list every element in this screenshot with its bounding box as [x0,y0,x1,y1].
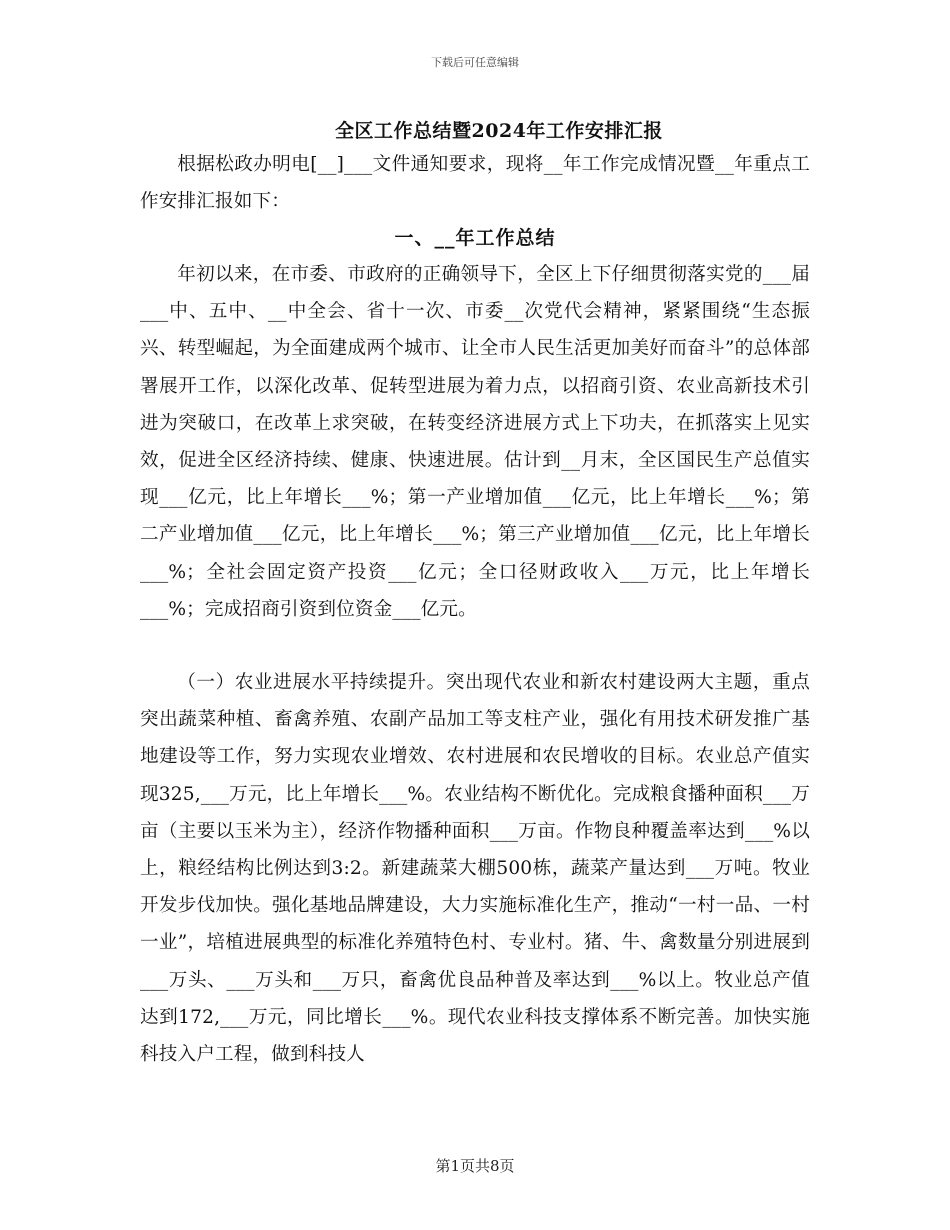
document-title: 全区工作总结暨2024年工作安排汇报 [335,120,663,142]
section-heading: 一、__年工作总结 [394,227,556,249]
header-note: 下载后可任意编辑 [431,56,519,69]
page-number-footer: 第1页共8页 [435,1157,515,1175]
agriculture-paragraph: （一）农业进展水平持续提升。突出现代农业和新农村建设两大主题，重点突出蔬菜种植、畜禽养殖、农副产品加工等支柱产业，强化有用技术研发推广基地建设等工作，努力实现农业增效、农村进展和农民增收的目标。农业总产值实现325,___万元，比上年增长___%。农业结构不断优化。完成粮食播种面积___万亩（主要以玉米为主），经济作物播种面积___万亩。作物良种覆盖率达到___%以上，粮经结构比例达到3:2。新建蔬菜大棚500栋，蔬菜产量达到___万吨。牧业开发步伐加快。强化基地品牌建设，大力实施标准化生产，推动“一村一品、一村一业”，培植进展典型的标准化养殖特色村、专业村。猪、牛、禽数量分别进展到___万头、___万头和___万只，畜禽优良品种普及率达到___%以上。牧业总产值达到172,___万元，同比增长___%。现代农业科技支撑体系不断完善。加快实施科技入户工程，做到科技人 [140,672,810,1066]
intro-paragraph: 根据松政办明电[__]___文件通知要求，现将__年工作完成情况暨__年重点工作安排汇报如下： [140,154,810,213]
summary-paragraph: 年初以来，在市委、市政府的正确领导下，全区上下仔细贯彻落实党的___届___中、五中、__中全会、省十一次、市委__次党代会精神，紧紧围绕“生态振兴、转型崛起，为全面建成两个城市、让全市人民生活更加美好而奋斗”的总体部署展开工作，以深化改革、促转型进展为着力点，以招商引资、农业高新技术引进为突破口，在改革上求突破，在转变经济进展方式上下功夫，在抓落实上见实效，促进全区经济持续、健康、快速进展。估计到__月末，全区国民生产总值实现___亿元，比上年增长___%；第一产业增加值___亿元，比上年增长___%；第二产业增加值___亿元，比上年增长___%；第三产业增加值___亿元，比上年增长___%；全社会固定资产投资___亿元；全口径财政收入___万元，比上年增长___%；完成招商引资到位资金___亿元。 [140,264,810,620]
